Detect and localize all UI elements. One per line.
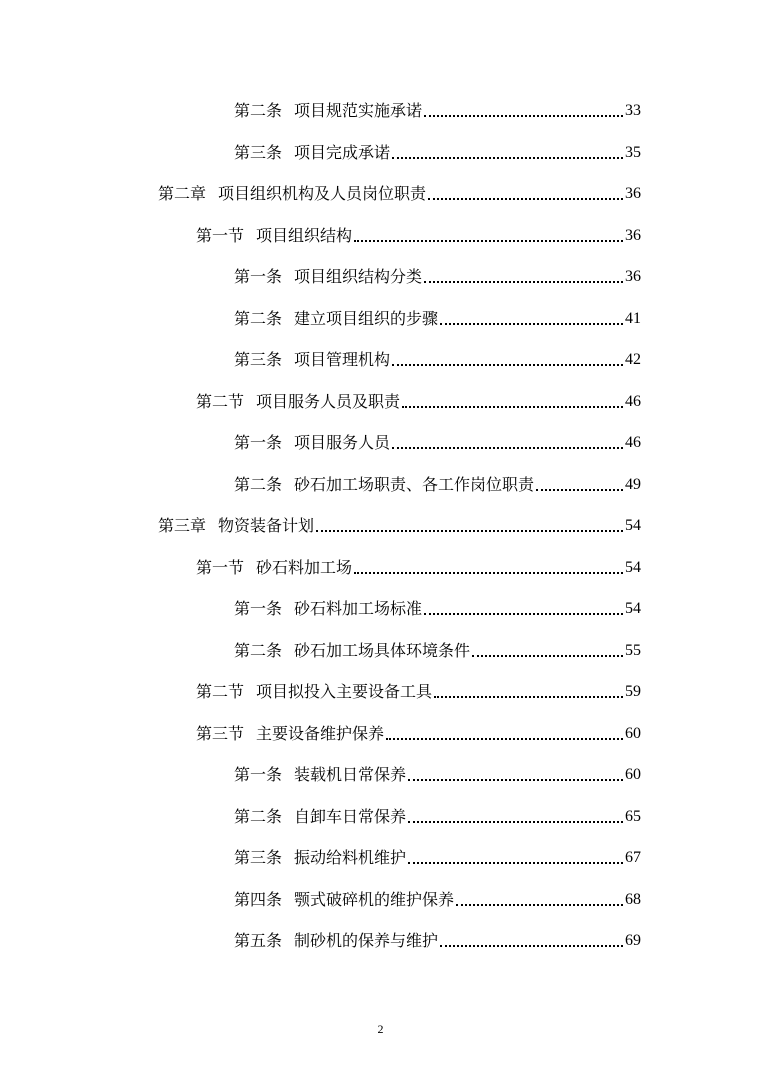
toc-dot-leader (424, 613, 623, 615)
toc-dot-leader (536, 489, 623, 491)
toc-entry-title: 项目拟投入主要设备工具 (256, 682, 433, 701)
toc-entry-title: 砂石加工场职责、各工作岗位职责 (294, 475, 535, 494)
toc-entry-number: 第一条 (234, 599, 283, 618)
toc-entry-page: 36 (625, 185, 641, 202)
toc-dot-leader (440, 945, 623, 947)
toc-entry-number: 第二条 (234, 309, 283, 328)
toc-entry (196, 553, 641, 579)
toc-dot-leader (408, 862, 623, 864)
toc-entry (234, 262, 641, 288)
toc-entry-page: 69 (625, 932, 641, 949)
toc-dot-leader (354, 240, 623, 242)
toc-entry-title: 物资装备计划 (218, 516, 315, 535)
toc-entry-title: 砂石料加工场 (256, 558, 353, 577)
toc-entry-title: 项目组织结构分类 (294, 267, 423, 286)
toc-dot-leader (386, 738, 623, 740)
toc-dot-leader (316, 530, 623, 532)
toc-entry-title: 项目管理机构 (294, 350, 391, 369)
toc-dot-leader (440, 323, 623, 325)
toc-entry-title: 装载机日常保养 (294, 765, 407, 784)
toc-entry-title: 建立项目组织的步骤 (294, 309, 439, 328)
toc-entry-number: 第一条 (234, 433, 283, 452)
toc-entry (196, 677, 641, 703)
toc-entry-title: 项目组织结构 (256, 226, 353, 245)
toc-entry-number: 第二条 (234, 641, 283, 660)
toc-entry-page: 67 (625, 849, 641, 866)
toc-entry (234, 843, 641, 869)
toc-entry-title: 项目组织机构及人员岗位职责 (218, 184, 427, 203)
toc-entry-page: 60 (625, 725, 641, 742)
toc-entry-page: 33 (625, 102, 641, 119)
toc-dot-leader (392, 157, 623, 159)
page-number: 2 (377, 1022, 384, 1036)
toc-entry-number: 第三章 (158, 516, 207, 535)
toc-entry-page: 36 (625, 227, 641, 244)
toc-entry (234, 802, 641, 828)
toc-entry (234, 304, 641, 330)
toc-dot-leader (434, 696, 623, 698)
toc-entry-number: 第五条 (234, 931, 283, 950)
toc-entry-page: 46 (625, 393, 641, 410)
toc-entry-number: 第二节 (196, 682, 245, 701)
toc-dot-leader (472, 655, 623, 657)
toc-entry-number: 第二节 (196, 392, 245, 411)
toc-entry-number: 第三条 (234, 350, 283, 369)
toc-dot-leader (354, 572, 623, 574)
toc-dot-leader (402, 406, 623, 408)
toc-entry (234, 96, 641, 122)
toc-entry (158, 179, 641, 205)
toc-dot-leader (392, 364, 623, 366)
toc-dot-leader (408, 779, 623, 781)
toc-dot-leader (456, 904, 623, 906)
toc-entry-number: 第一条 (234, 267, 283, 286)
toc-entry-number: 第一节 (196, 558, 245, 577)
toc-entry (234, 138, 641, 164)
toc-entry-title: 制砂机的保养与维护 (294, 931, 439, 950)
toc-dot-leader (392, 447, 623, 449)
toc-entry-title: 砂石料加工场标准 (294, 599, 423, 618)
toc-entry (234, 470, 641, 496)
toc-entry-page: 36 (625, 268, 641, 285)
toc-entry-page: 41 (625, 310, 641, 327)
toc-entry-number: 第三条 (234, 143, 283, 162)
toc-entry-page: 35 (625, 144, 641, 161)
toc-entry-page: 54 (625, 559, 641, 576)
toc-entry (234, 594, 641, 620)
toc-entry (234, 926, 641, 952)
toc-entry (234, 636, 641, 662)
toc-dot-leader (408, 821, 623, 823)
toc-entry (196, 719, 641, 745)
toc-entry-page: 68 (625, 891, 641, 908)
toc-entry-number: 第三条 (234, 848, 283, 867)
toc-entry-title: 颚式破碎机的维护保养 (294, 890, 455, 909)
toc-entry (196, 221, 641, 247)
toc-entry-number: 第三节 (196, 724, 245, 743)
toc-dot-leader (424, 115, 623, 117)
toc-entry-title: 项目规范实施承诺 (294, 101, 423, 120)
toc-entry-title: 主要设备维护保养 (256, 724, 385, 743)
toc-entry-number: 第二条 (234, 807, 283, 826)
toc-entry-number: 第二条 (234, 475, 283, 494)
toc-entry-title: 自卸车日常保养 (294, 807, 407, 826)
toc-entry (158, 511, 641, 537)
toc-entry-number: 第二章 (158, 184, 207, 203)
toc-entry-number: 第四条 (234, 890, 283, 909)
toc-entry-page: 54 (625, 517, 641, 534)
toc-entry (234, 428, 641, 454)
toc-entry-page: 60 (625, 766, 641, 783)
toc-entry-title: 项目服务人员 (294, 433, 391, 452)
toc-entry-page: 49 (625, 476, 641, 493)
toc-entry-title: 振动给料机维护 (294, 848, 407, 867)
toc-entry-title: 项目服务人员及职责 (256, 392, 401, 411)
toc-entry (196, 387, 641, 413)
toc-entry-page: 42 (625, 351, 641, 368)
toc-entry (234, 345, 641, 371)
toc-entry-page: 65 (625, 808, 641, 825)
toc-entry-number: 第二条 (234, 101, 283, 120)
toc-dot-leader (424, 281, 623, 283)
toc-entry-title: 项目完成承诺 (294, 143, 391, 162)
toc-entry-number: 第一节 (196, 226, 245, 245)
toc-entry-number: 第一条 (234, 765, 283, 784)
toc-entry (234, 885, 641, 911)
toc-entry-page: 54 (625, 600, 641, 617)
toc-entry-page: 55 (625, 642, 641, 659)
toc-entry-page: 59 (625, 683, 641, 700)
toc-dot-leader (428, 198, 623, 200)
toc-entry-title: 砂石加工场具体环境条件 (294, 641, 471, 660)
toc-entry-page: 46 (625, 434, 641, 451)
toc-entry (234, 760, 641, 786)
